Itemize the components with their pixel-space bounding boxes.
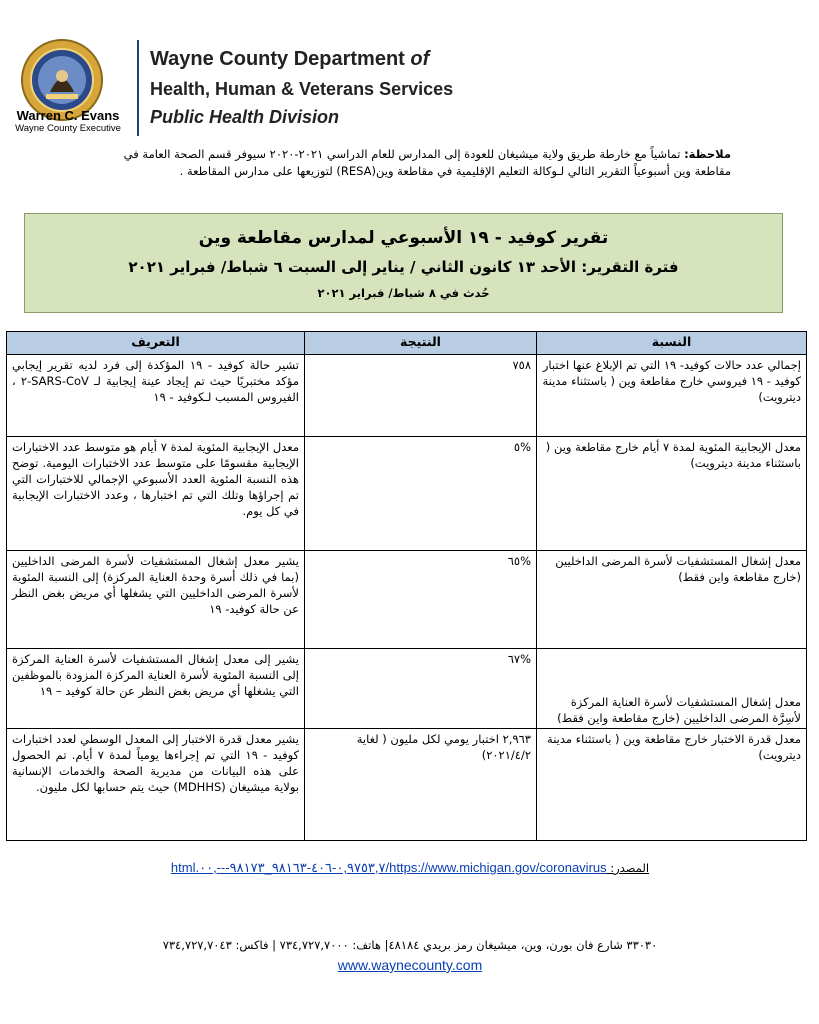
department-name-of: of bbox=[410, 48, 430, 70]
report-title: تقرير كوفيد - ١٩ الأسبوعي لمدارس مقاطعة وين bbox=[198, 228, 609, 248]
note-paragraph bbox=[91, 146, 731, 180]
cell-ratio: معدل الإيجابية المئوية لمدة ٧ أيام خارج مقاطعة وين ( باستثناء مدينة ديترويت) bbox=[537, 437, 807, 551]
executive-title: Wayne County Executive bbox=[15, 123, 121, 134]
header-definition: التعريف bbox=[7, 332, 305, 355]
cell-result: ٢,٩٦٣ اختبار يومي لكل مليون ( لغاية ٢٠٢١/٤/٢) bbox=[305, 729, 537, 841]
cell-result: %٦٥ bbox=[305, 551, 537, 649]
header-result: النتيجة bbox=[305, 332, 537, 355]
table-row bbox=[7, 729, 807, 841]
cell-definition: يشير معدل قدرة الاختبار إلى المعدل الوسطي لعدد اختبارات كوفيد - ١٩ التي تم إجراءها يومياً لمدة ٧ أيام. تم الحصول على هذه البيانات من مديرية الصحة والخدمات الإنسانية بولاية ميشيغان (MDHHS) حيث يتم حسابها لكل مليون. bbox=[7, 729, 305, 841]
department-name-main: Wayne County Department bbox=[150, 48, 411, 70]
cell-result: %٦٧ bbox=[305, 649, 537, 729]
table-row bbox=[7, 355, 807, 437]
cell-definition: تشير حالة كوفيد - ١٩ المؤكدة إلى فرد لديه تقرير إيجابي مؤكد مختبريًا حيث تم إيجاد عينة إيجابية لـ SARS-CoV-٢ ، الفيروس المسبب لـكوفيد - ١٩ bbox=[7, 355, 305, 437]
report-updated: حُدث في ٨ شباط/ فبراير ٢٠٢١ bbox=[317, 286, 490, 300]
cell-definition: يشير إلى معدل إشغال المستشفيات لأسرة العناية المركزة إلى النسبة المئوية لأسرة العناية المركزة المزودة بالموظفين التي يشغلها أي مريض بغض النظر عن حالة كوفيد – ١٩ bbox=[7, 649, 305, 729]
footer-address: ٣٣٠٣٠ شارع فان بورن، وين، ميشيغان رمز بريدي ٤٨١٨٤| هاتف: ٧٣٤,٧٢٧,٧٠٠٠ | فاكس: ٧٣٤,٧٢٧,٧٠٤٣ bbox=[162, 938, 658, 952]
cell-ratio: معدل إشغال المستشفيات لأسرة العناية المركزة لأسِرَّة المرضى الداخليين (خارج مقاطعة واين فقط) bbox=[537, 649, 807, 729]
cell-definition: يشير معدل إشغال المستشفيات لأسرة المرضى الداخليين (بما في ذلك أسرة وحدة العناية المركزة) إلى النسبة المئوية لأسرة المرضى الداخليين التي يشغلها أي مريض بغض النظر عن حالة كوفيد- ١٩ bbox=[7, 551, 305, 649]
source-label: المصدر: bbox=[606, 861, 650, 875]
division-name: Public Health Division bbox=[150, 107, 340, 127]
note-text: تماشياً مع خارطة طريق ولاية ميشيغان للعودة إلى المدارس للعام الدراسي ٢٠٢١-٢٠٢٠ سيوفر قسم الصحة العامة في مقاطعة وين أسبوعياً التقرير التالي لـوكالة التعليم الإقليمية في مقاطعة وين(RESA) لتوزيعها على مدارس المقاطعة . bbox=[123, 147, 731, 178]
report-period: فترة التقرير: الأحد ١٣ كانون الثاني / يناير إلى السبت ٦ شباط/ فبراير ٢٠٢١ bbox=[128, 258, 679, 276]
cell-result: ٧٥٨ bbox=[305, 355, 537, 437]
table-row bbox=[7, 551, 807, 649]
header-ratio: النسبة bbox=[537, 332, 807, 355]
department-name bbox=[150, 48, 429, 71]
cell-ratio: معدل إشغال المستشفيات لأسرة المرضى الداخليين (خارج مقاطعة واين فقط) bbox=[537, 551, 807, 649]
cell-ratio: معدل قدرة الاختبار خارج مقاطعة وين ( باستثناء مدينة ديترويت) bbox=[537, 729, 807, 841]
cell-definition: معدل الإيجابية المئوية لمدة ٧ أيام هو متوسط عدد الاختبارات الإيجابية مقسومًا على متوسط عدد الاختبارات اليومية. توضح هذه النسبة المئوية العدد الأسبوعي الإجمالي للاختبارات التي تم إجراؤها وتلك التي تم اختبارها ، وعدد الاختبارات الإيجابية في كل يوم. bbox=[7, 437, 305, 551]
cell-result: %٥ bbox=[305, 437, 537, 551]
source-link[interactable]: https://www.michigan.gov/coronavirus/٠,٩٧٥٣,٧-٤٠٦-٩٨١٦٣_٩٨١٧٣---,٠٠.html bbox=[170, 860, 607, 875]
metrics-table bbox=[6, 331, 807, 841]
footer-website-link[interactable]: www.waynecounty.com bbox=[337, 957, 483, 973]
table-row bbox=[7, 437, 807, 551]
header-divider bbox=[137, 40, 139, 136]
cell-ratio: إجمالي عدد حالات كوفيد- ١٩ التي تم الإبلاغ عنها اختبار كوفيد - ١٩ فيروسي خارج مقاطعة وين ( باستثناء مدينة ديترويت) bbox=[537, 355, 807, 437]
table-header-row bbox=[7, 332, 807, 355]
note-label: ملاحظة: bbox=[684, 147, 731, 161]
department-subtitle: Health, Human & Veterans Services bbox=[150, 79, 454, 99]
source-line bbox=[100, 860, 720, 876]
executive-name: Warren C. Evans bbox=[16, 108, 120, 123]
table-row bbox=[7, 649, 807, 729]
